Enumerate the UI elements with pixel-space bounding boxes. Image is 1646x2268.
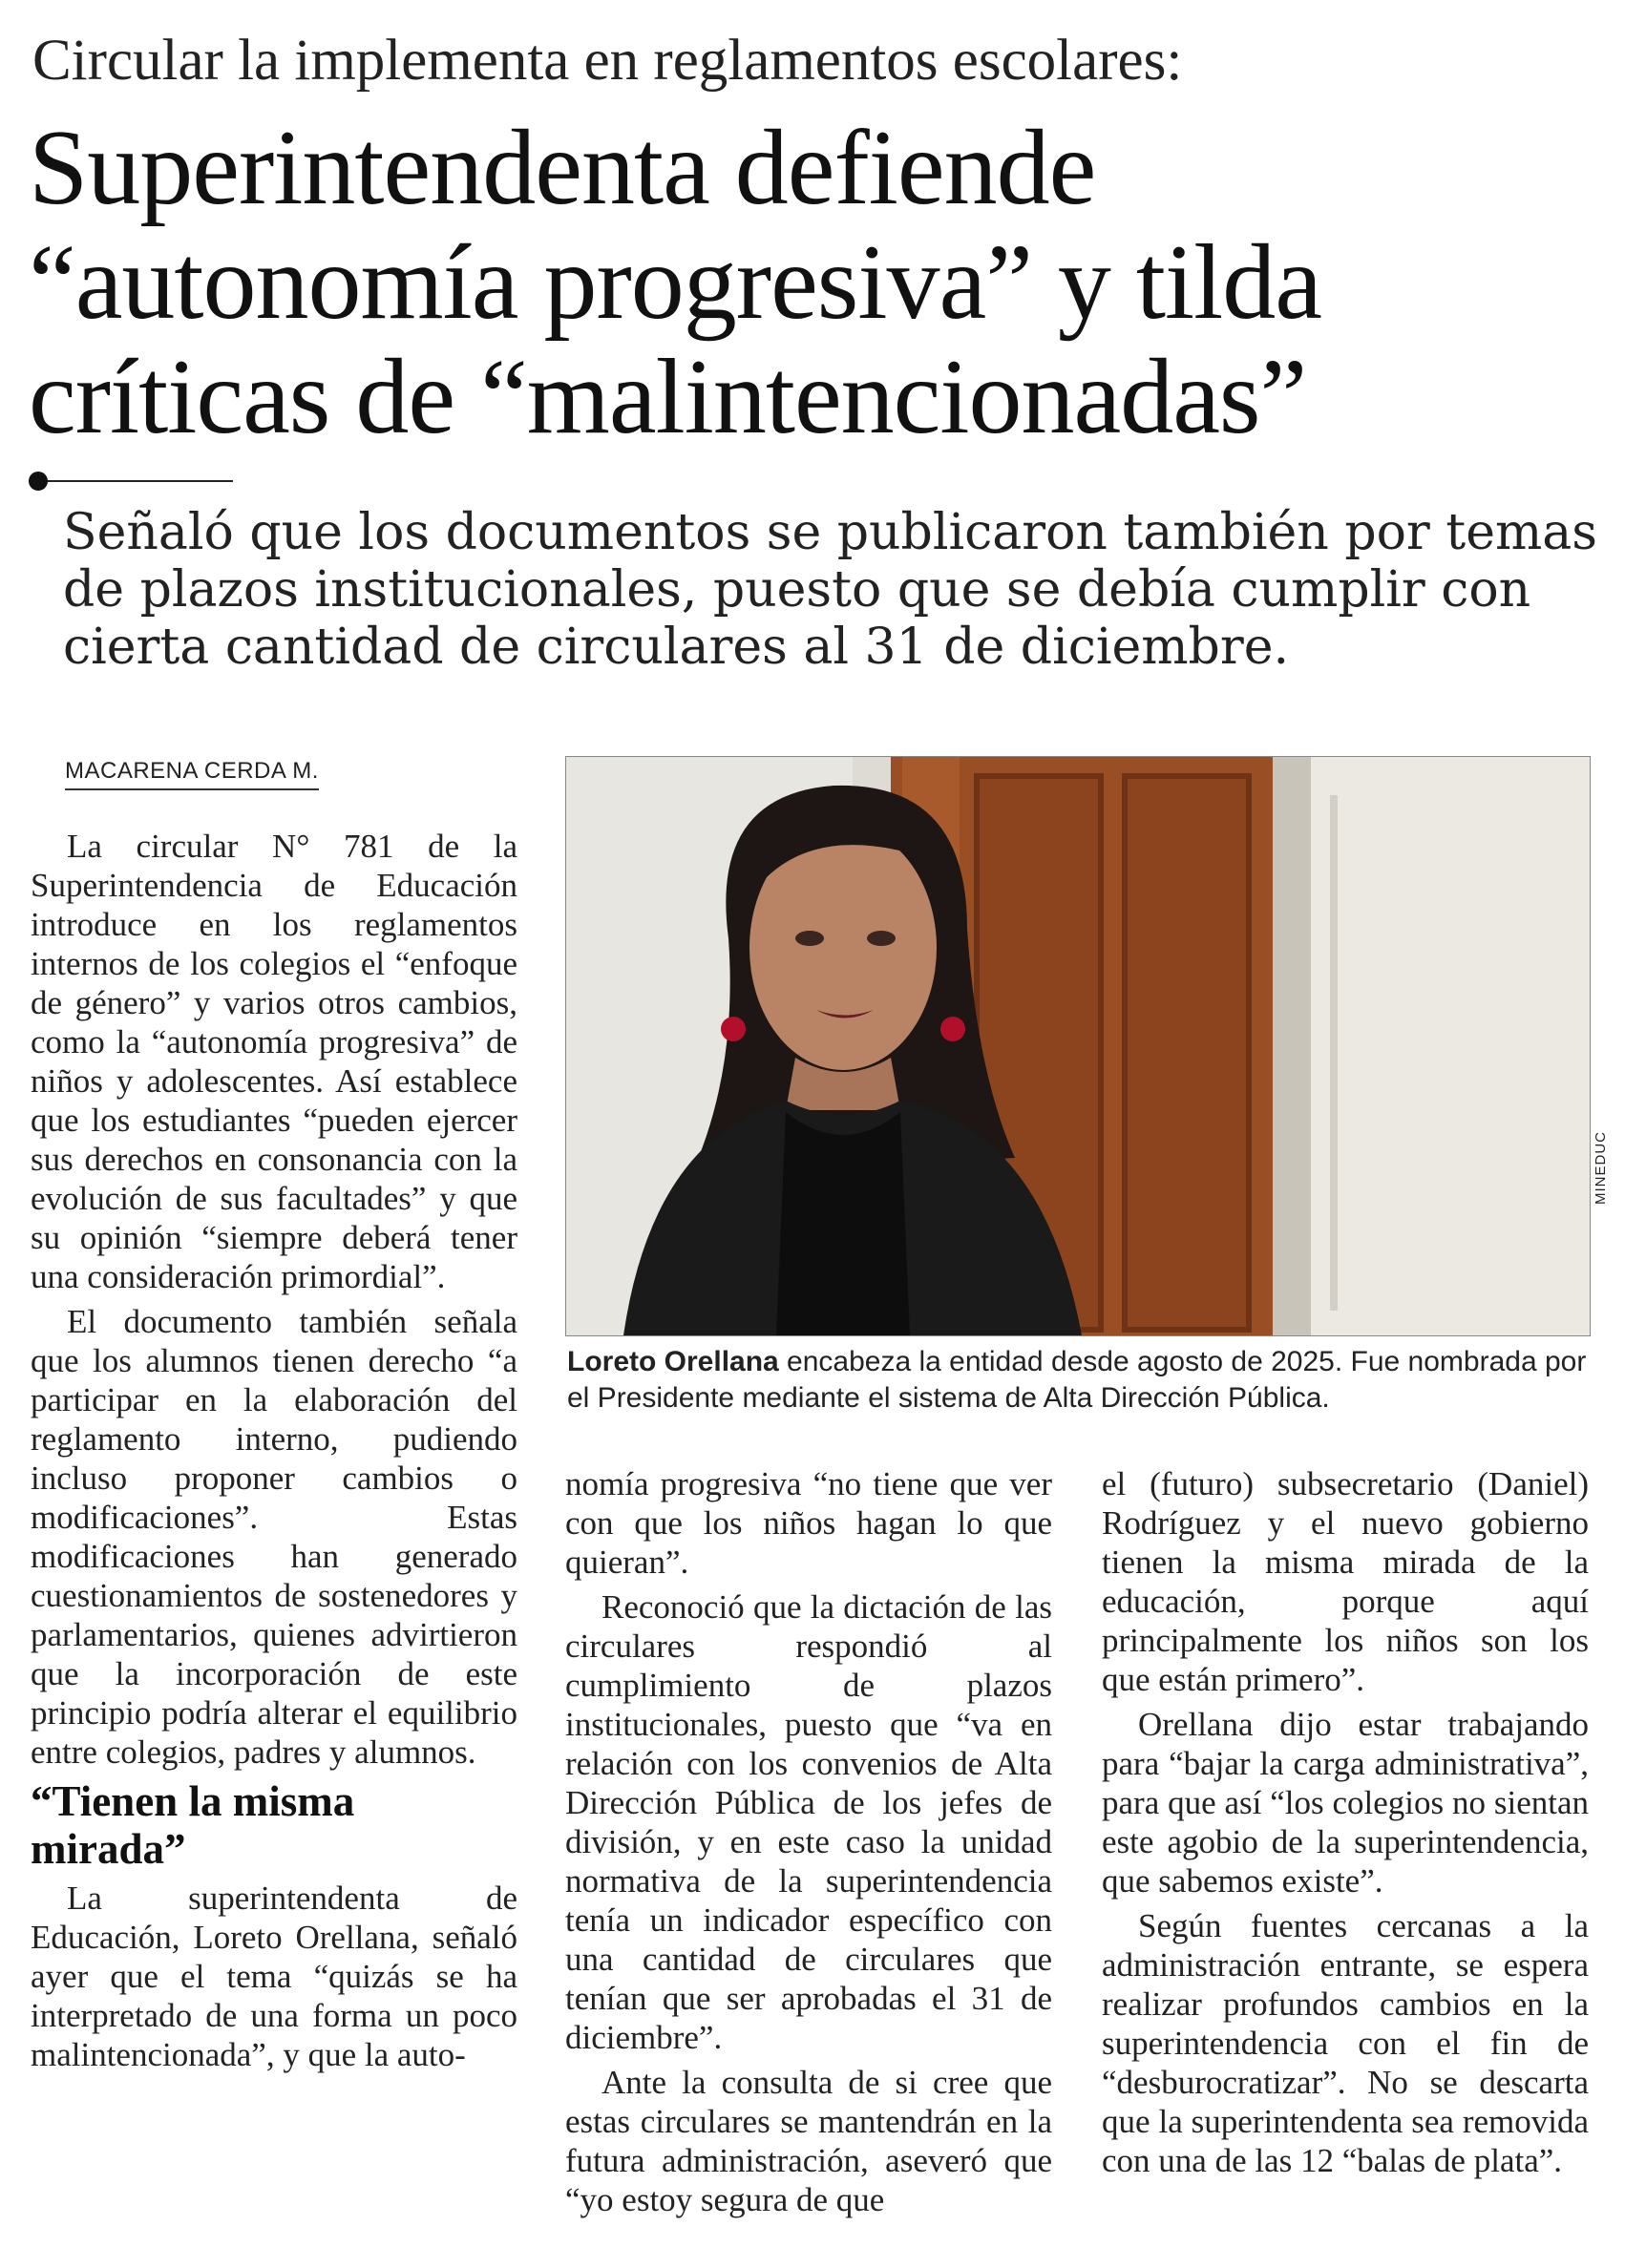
paragraph: La superintendenta de Educación, Loreto Orellana, señaló ayer que el tema “quizás se ha interpretado de una forma un poco malintencionada”, y que la auto- <box>31 1880 517 2073</box>
headline-line: críticas de “malintencionadas” <box>29 338 1307 456</box>
caption-name: Loreto Orellana <box>567 1346 779 1377</box>
divider-dot <box>29 472 48 491</box>
subheading: “Tienen la misma mirada” <box>31 1777 355 1873</box>
article-column-2 <box>565 1464 1052 2225</box>
paragraph: Según fuentes cercanas a la administración entrante, se espera realizar profundos cambios en la superintendencia con el fin de “desburocratizar”. No se descarta que la superintendenta sea removida con una de las 12 “balas de plata”. <box>1102 1907 1589 2179</box>
photo-caption <box>567 1344 1591 1417</box>
deck-line: cierta cantidad de circulares al 31 de diciembre. <box>63 619 1290 676</box>
paragraph: La circular N° 781 de la Superintendencia de Educación introduce en los reglamentos internos de los colegios el “enfoque de género” y varios otros cambios, como la “autonomía progresiva” de niños y adolescentes. Así establece que los estudiantes “pueden ejercer sus derechos en consonancia con la evolución de sus facultades” y que su opinión “siempre deberá tener una consideración primordial”. <box>31 828 517 1295</box>
portrait-photo <box>565 756 1591 1336</box>
paragraph: Reconoció que la dictación de las circulares respondió al cumplimiento de plazos institucionales, puesto que “va en relación con los convenios de Alta Dirección Pública de los jefes de división, y en este caso la unidad normativa de la superintendencia tenía un indicador específico con una cantidad de circulares que tenían que ser aprobadas el 31 de diciembre”. <box>565 1588 1052 2056</box>
kicker: Circular la implementa en reglamentos escolares: <box>32 29 1183 93</box>
article-column-3 <box>1102 1464 1589 2186</box>
deck <box>63 504 1610 676</box>
paragraph: el (futuro) subsecretario (Daniel) Rodríguez y el nuevo gobierno tienen la misma mirada de la educación, porque aquí principalmente los niños son los que están primero”. <box>1102 1465 1589 1698</box>
divider-rule <box>29 480 233 482</box>
deck-line: Señaló que los documentos se publicaron también por temas <box>63 504 1597 561</box>
portrait-image <box>566 757 1590 1335</box>
headline <box>29 111 1614 454</box>
headline-line: “autonomía progresiva” y tilda <box>29 223 1321 342</box>
deck-line: de plazos institucionales, puesto que se debía cumplir con <box>63 561 1531 619</box>
photo-credit: MINEDUC <box>1593 1131 1609 1205</box>
article-column-1 <box>31 827 517 2080</box>
paragraph: nomía progresiva “no tiene que ver con que los niños hagan lo que quieran”. <box>565 1465 1052 1581</box>
paragraph: Ante la consulta de si cree que estas circulares se mantendrán en la futura administración, aseveró que “yo estoy segura de que <box>565 2064 1052 2218</box>
paragraph: El documento también señala que los alumnos tienen derecho “a participar en la elaboración del reglamento interno, pudiendo incluso proponer cambios o modificaciones”. Estas modificaciones han generado cuestionamientos de sostenedores y parlamentarios, quienes advirtieron que la incorporación de este principio podría alterar el equilibrio entre colegios, padres y alumnos. <box>31 1303 517 1771</box>
caption-text: encabeza la entidad desde agosto de 2025. Fue nombrada por el Presidente mediante el sistema de Alta Dirección Pública. <box>567 1346 1587 1414</box>
headline-line: Superintendenta defiende <box>29 109 1096 227</box>
paragraph: Orellana dijo estar trabajando para “bajar la carga administrativa”, para que así “los colegios no sientan este agobio de la superintendencia, que sabemos existe”. <box>1102 1706 1589 1900</box>
byline: MACARENA CERDA M. <box>65 758 319 790</box>
